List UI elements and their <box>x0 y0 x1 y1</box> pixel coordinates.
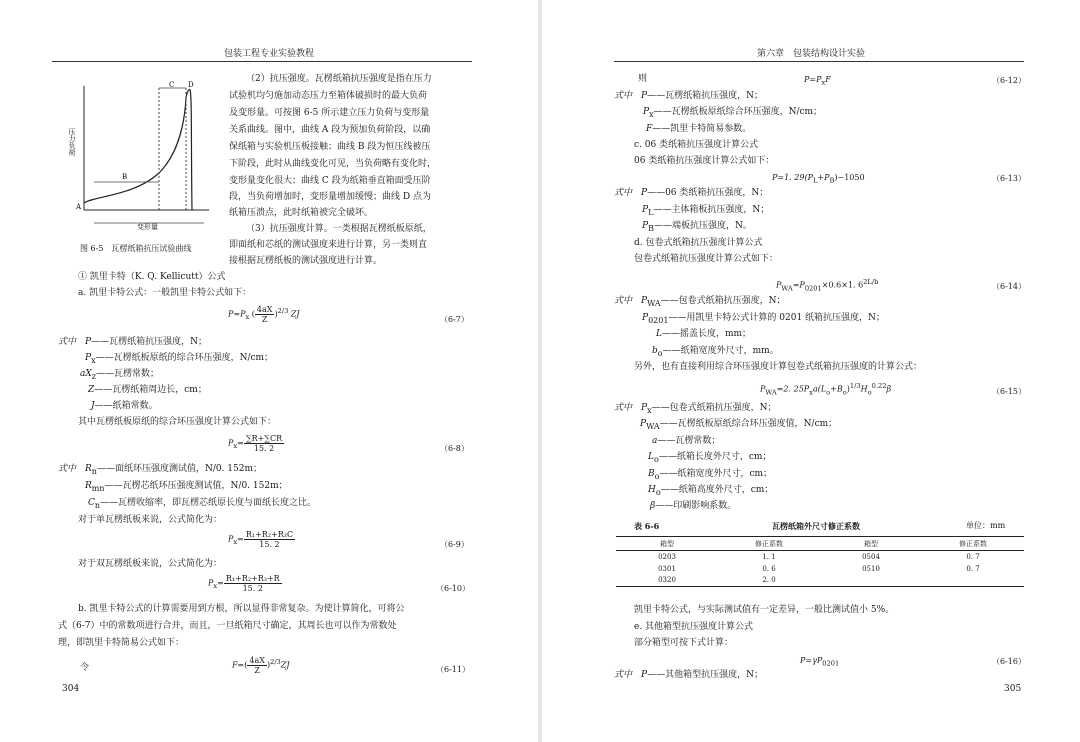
para-line: 保纸箱与实验机压板接触；曲线 B 段为恒压线被压 <box>229 142 431 152</box>
table-header: 箱型 <box>660 539 674 548</box>
para-line: 令 <box>80 663 90 673</box>
table-title: 瓦楞纸箱外尺寸修正系数 <box>772 521 860 531</box>
table-row: 0301 0. 6 0510 0. 7 <box>658 564 980 573</box>
para-line: 变形量变化很大；曲线 C 段为纸箱垂直箱面受压阶 <box>229 176 431 186</box>
para-line: 纸箱压溃点，此时纸箱被完全破坏。 <box>229 208 374 218</box>
right-page <box>542 0 1080 742</box>
definition-line: $L_o——$纸箱长度外尺寸，cm； <box>648 452 772 464</box>
definition-line: $H_o——$纸箱高度外尺寸，cm； <box>648 485 774 497</box>
para-line: 06 类纸箱抗压强度计算公式如下： <box>634 156 775 166</box>
fig-y-label: 压力负荷 <box>68 128 76 156</box>
definition-line: $aX_z——$瓦楞常数； <box>80 369 160 381</box>
definition-line: $P_B——$端板抗压强度，N。 <box>642 221 752 233</box>
para-line: b. 凯里卡特公式的计算需要用到方根，所以显得非常复杂。为使计算简化，可将公 <box>78 604 405 614</box>
definition-line: $P_L——$主体箱板抗压强度，N； <box>642 205 770 217</box>
para-line: 关系曲线。图中，曲线 A 段为预加负荷阶段，以确 <box>229 125 431 135</box>
section-title: c. 06 类纸箱抗压强度计算公式 <box>634 140 759 150</box>
equation-number: （6-7） <box>440 315 469 324</box>
para-line: 凯里卡特公式，与实际测试值有一定差异，一般比测试值小 5%。 <box>634 605 895 615</box>
page-number: 305 <box>1004 684 1022 694</box>
definition-line: a——瓦楞常数； <box>652 436 721 446</box>
para-line: 其中瓦楞纸板原纸的综合环压强度计算公式如下： <box>78 417 277 427</box>
para-line: 包卷式纸箱抗压强度计算公式如下： <box>634 254 779 264</box>
para-line: 则 <box>638 74 648 84</box>
definition-line: $P_x——$瓦楞纸板原纸的综合环压强度，N/cm； <box>85 353 274 365</box>
definition-line: 式中 $P_{WA}——$包卷式纸箱抗压强度，N； <box>614 296 786 308</box>
definition-line: $P_{0201}——$用凯里卡特公式计算的 0201 纸箱抗压强度，N； <box>642 313 885 325</box>
definition-line: L——摇盖长度，mm； <box>656 329 752 339</box>
table-row: 0320 2. 0 <box>616 575 1024 587</box>
fig-label-d: D <box>188 81 194 89</box>
table-header: 修正系数 <box>755 539 783 548</box>
para-line: 段，当负荷增加时，变形量增加缓慢；曲线 D 点为 <box>229 192 431 202</box>
equation-number: （6-12） <box>992 76 1026 85</box>
definition-line: $P_x——$瓦楞纸板原纸综合环压强度，N/cm； <box>643 107 823 119</box>
equation-number: （6-13） <box>992 174 1026 183</box>
para-line: （3）抗压强度计算。一类根据瓦楞纸板原纸， <box>246 224 432 234</box>
equation-number: （6-9） <box>440 540 469 549</box>
definition-line: Z——瓦楞纸箱周边长，cm； <box>88 385 207 395</box>
table-header: 箱型 <box>864 539 878 548</box>
para-line: 即面纸和芯纸的测试强度来进行计算，另一类则直 <box>229 240 428 250</box>
left-page <box>0 0 538 742</box>
definition-line: 式中 P——其他箱型抗压强度，N； <box>614 670 763 680</box>
definition-line: $C_n——$瓦楞收缩率，即瓦楞芯纸原长度与面纸长度之比。 <box>88 498 317 510</box>
table-header-row <box>616 537 1024 551</box>
correction-table <box>616 536 1024 587</box>
compression-curve-figure <box>74 78 214 228</box>
running-header: 第六章 包装结构设计实验 <box>756 49 865 59</box>
equation-6-16: $P=\gamma P_{0201}$ <box>800 656 840 668</box>
definition-line: 式中 P——瓦楞纸箱抗压强度，N； <box>58 337 207 347</box>
definition-line: β——印刷影响系数。 <box>650 501 737 511</box>
para-line: 另外，也有直接利用综合环压强度计算包卷式纸箱抗压强度的计算公式： <box>634 362 923 372</box>
running-header: 包装工程专业实验教程 <box>223 49 314 59</box>
definition-line: $B_o——$纸箱宽度外尺寸，cm； <box>648 469 773 481</box>
equation-number: （6-11） <box>436 665 470 674</box>
section-title: e. 其他箱型抗压强度计算公式 <box>634 622 754 632</box>
definition-line: 式中 P——瓦楞纸箱抗压强度，N； <box>614 91 763 101</box>
para-line: a. 凯里卡特公式：一般凯里卡特公式如下： <box>78 288 252 298</box>
equation-number: （6-10） <box>436 584 470 593</box>
equation-6-10: $P_x=$ $\frac{\text{R₁+R₂+R₃+R}}{15. 2}$ <box>208 574 280 593</box>
page-number: 304 <box>62 684 80 694</box>
definition-line: 式中 $P_x——$包卷式纸箱抗压强度，N； <box>614 403 777 415</box>
para-line: 理，即凯里卡特简易公式如下： <box>58 638 185 648</box>
equation-number: （6-15） <box>992 387 1026 396</box>
equation-6-11: F=( $\frac{4aX}{Z}$ )$^{2/3}$ZJ <box>232 656 290 675</box>
section-title: ① 凯里卡特（K. Q. Kellicutt）公式 <box>78 272 226 282</box>
fig-label-b: B <box>122 173 128 181</box>
definition-line: $b_o——$纸箱宽度外尺寸，mm。 <box>652 346 779 358</box>
equation-6-7: $P=P_x$ ( $\frac{4aX}{Z}$ )$^{2/3}$ ZJ <box>228 305 300 324</box>
para-line: 试验机均匀施加动态压力至箱体破损时的最大负荷 <box>229 91 428 101</box>
para-line: 对于双瓦楞纸板来说，公式简化为： <box>78 559 223 569</box>
para-line: 下阶段，此时从曲线变化可见，当负荷略有变化时， <box>229 159 437 169</box>
section-title: d. 包卷式纸箱抗压强度计算公式 <box>634 238 763 248</box>
definition-line: F——凯里卡特简易参数。 <box>646 124 752 134</box>
figure-caption: 图 6-5 瓦楞纸箱抗压试验曲线 <box>80 244 192 253</box>
para-line: 部分箱型可按下式计算： <box>634 638 734 648</box>
para-line: （2）抗压强度。瓦楞纸箱抗压强度是指在压力 <box>246 74 432 84</box>
equation-6-14: $P_{WA}=P_{0201}\times 0.6\times 1$. $6^{2L/b}$ <box>776 278 879 293</box>
table-header: 修正系数 <box>959 539 987 548</box>
para-line: 接根据瓦楞纸板的测试强度进行计算。 <box>229 256 383 266</box>
equation-number: （6-14） <box>992 282 1026 291</box>
definition-line: J——纸箱常数。 <box>91 401 158 411</box>
definition-line: 式中 P——06 类纸箱抗压强度，N； <box>614 188 769 198</box>
fig-label-c: C <box>169 81 175 89</box>
equation-6-12: $P=P_xF$ <box>804 75 831 87</box>
equation-6-15: $P_{WA}=2$. $25P_xa(L_o+B_o)^{1/3}H_o^{0.22}\beta$ <box>760 382 892 397</box>
definition-line: $P_{WA}——$瓦楞纸板原纸综合环压强度值，N/cm； <box>640 419 838 431</box>
equation-6-13: P=1. $29(P_L+P_B)-1050$ <box>772 173 865 185</box>
definition-line: $R_{mn}——$瓦楞芯纸环压强度测试值，N/0. 152m； <box>85 481 288 493</box>
table-number: 表 6-6 <box>634 521 660 531</box>
fig-label-a: A <box>76 203 82 211</box>
table-unit: 单位：mm <box>966 521 1006 530</box>
header-rule <box>52 61 472 62</box>
header-rule <box>614 61 1024 62</box>
fig-x-label: 变形量 <box>137 223 158 231</box>
equation-6-8: $P_x=$ $\frac{\sum R+\sum CR}{15. 2}$ <box>228 434 283 453</box>
equation-number: （6-16） <box>992 657 1026 666</box>
equation-6-9: $P_x=$ $\frac{\text{R₁+R₂+R₃C}}{15. 2}$ <box>228 530 294 549</box>
para-line: 及变形量。可按图 6-5 所示建立压力负荷与变形量 <box>229 108 430 118</box>
table-row: 0203 1. 1 0504 0. 7 <box>658 552 980 561</box>
equation-number: （6-8） <box>440 444 469 453</box>
para-line: 式（6-7）中的常数项进行合并，而且，一旦纸箱尺寸确定，其周长也可以作为常数处 <box>58 621 397 631</box>
definition-line: 式中 $R_n——$面纸环压强度测试值，N/0. 152m； <box>58 464 263 476</box>
para-line: 对于单瓦楞纸板来说，公式简化为： <box>78 515 223 525</box>
